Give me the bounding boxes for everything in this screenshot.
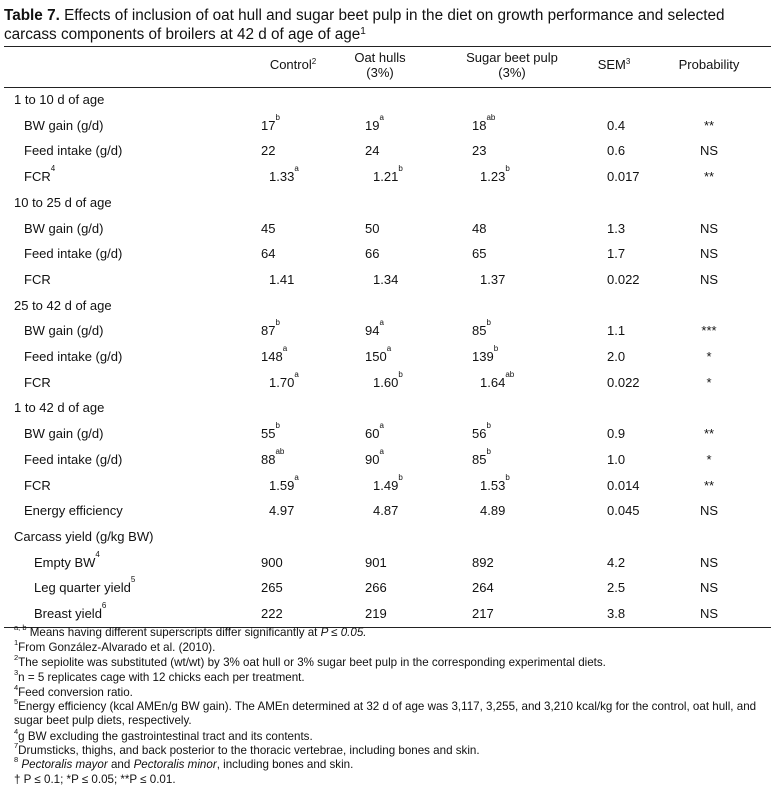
cell-control: 45 [261,220,276,236]
cell-probability: NS [699,220,719,236]
row-label: FCR [24,374,51,390]
section-row [0,528,775,546]
cell-oat-hulls: 19$^a$ [365,112,384,133]
footnote-1: $^1$From González-Alvarado et al. (2010). [14,638,216,654]
cell-probability: NS [699,554,719,570]
row-label: BW gain (g/d) [24,323,104,339]
row-label: BW gain (g/d) [24,220,104,236]
cell-sem: 0.6 [607,143,626,159]
section-row [0,91,775,109]
cell-oat-hulls: 60$^a$ [365,421,384,442]
header-sugar-beet-pulp: Sugar beet pulp (3%) [466,50,558,80]
table-row [0,369,775,392]
table-caption: Effects of inclusion of oat hull and sugar beet pulp in the diet on growth performance and selected carcass components of broilers at 42 d of age of age [4,7,725,43]
cell-oat-hulls: 219 [365,606,387,621]
cell-oat-hulls: 901 [365,554,387,570]
table-title [4,6,774,44]
row-label: Empty $BW^4$ [34,549,100,570]
cell-sugar-beet-pulp: 1.64$^{ab}$ [480,369,515,390]
cell-sugar-beet-pulp: 85$^b$ [472,318,491,339]
cell-sem: 1.3 [607,220,626,236]
cell-probability: NS [699,580,719,596]
cell-sem: 1.7 [607,246,626,262]
cell-sem: 3.8 [607,606,626,621]
cell-probability: ** [703,169,715,185]
cell-oat-hulls: 4.87 [373,503,399,519]
table-row [0,446,775,469]
cell-probability: * [706,349,712,364]
cell-control: 4.97 [269,503,295,519]
footnote-7: $^7$Drumsticks, thighs, and back posterior to the thoracic vertebrae, including bones and skin. [14,741,480,757]
footnote-5: $^5$Energy efficiency (kcal AMEn/g BW gain). The AMEn determined at 32 d of age was 3,117, 3,255, and 3,210 kcal/kg for the control, oat hull, and sugar beet pulp diets, respectively. [14,697,757,727]
cell-sugar-beet-pulp: 217 [472,606,494,621]
cell-control: 1.33$^a$ [269,164,299,185]
table-row [0,575,775,597]
cell-sem: 1.0 [607,451,626,467]
cell-oat-hulls: 1.34 [373,271,399,287]
footnote-3: $^3$n = 5 replicates cage with 12 chicks each per treatment. [14,668,305,684]
cell-control: 265 [261,580,283,596]
cell-sem: 0.017 [607,169,640,185]
title-footnote-mark: 1 [360,26,366,37]
section-label: 25 to 42 d of age [14,297,112,313]
table-row [0,112,775,135]
table-row [0,344,775,366]
section-row [0,399,775,417]
section-row [0,194,775,212]
cell-sugar-beet-pulp: 1.53$^b$ [480,472,510,493]
header-control: Control$^2$ [269,57,317,72]
top-rule [4,46,771,47]
cell-sugar-beet-pulp: 892 [472,554,494,570]
table-row [0,164,775,186]
header-oat-hulls: Oat hulls (3%) [354,50,406,80]
cell-control: 64 [261,246,276,262]
cell-sem: 1.1 [607,323,626,339]
cell-oat-hulls: 1.49$^b$ [373,472,403,493]
cell-control: 900 [261,554,283,570]
table-row [0,142,775,160]
row-label: Breast yield$^6$ [34,601,107,621]
cell-sem: 0.022 [607,271,640,287]
cell-sugar-beet-pulp: 1.37 [480,271,506,287]
section-label: 1 to 42 d of age [14,400,105,416]
cell-control: 1.70$^a$ [269,369,299,390]
header-sem: SEM$^3$ [597,57,631,72]
section-label: Carcass yield (g/kg BW) [14,528,154,544]
cell-control: 1.59$^a$ [269,472,299,493]
table-label: Table 7. [4,7,60,24]
cell-sem: 2.0 [607,349,626,364]
cell-oat-hulls: 266 [365,580,387,596]
cell-sugar-beet-pulp: 139$^b$ [472,344,499,364]
cell-sugar-beet-pulp: 23 [472,143,487,159]
row-label: FCR [24,477,51,493]
cell-probability: ** [703,117,715,133]
row-label: Feed intake (g/d) [24,143,123,159]
cell-probability: ** [703,426,715,442]
row-label: Feed intake (g/d) [24,246,123,262]
row-label: Feed intake (g/d) [24,349,123,364]
cell-oat-hulls: 66 [365,246,380,262]
cell-oat-hulls: 90$^a$ [365,446,384,467]
cell-control: 1.41 [269,271,295,287]
table-row [0,502,775,520]
header-rule [4,87,771,88]
footnote-2: $^2$The sepiolite was substituted (wt/wt) by 3% oat hull or 3% sugar beet pulp in the corresponding experimental diets. [14,653,606,669]
footnote-8: $^8$ Pectoralis mayor and Pectoralis minor, including bones and skin. [14,755,354,771]
cell-control: $88^{ab}$ [261,446,285,467]
cell-probability: * [706,451,712,467]
row-label: Energy efficiency [24,503,123,519]
cell-oat-hulls: 24 [365,143,380,159]
table-row [0,220,775,238]
cell-sem: 2.5 [607,580,626,596]
cell-control: 17$^b$ [261,112,280,133]
cell-control: 87$^b$ [261,318,280,339]
cell-control: 222 [261,606,283,621]
cell-probability: ** [703,477,715,493]
cell-sem: 4.2 [607,554,626,570]
header-probability: Probability [678,57,740,72]
cell-control: 148$^a$ [261,344,288,364]
cell-sugar-beet-pulp: 4.89 [480,503,506,519]
cell-control: 55$^b$ [261,421,280,442]
section-row [0,297,775,315]
row-label: BW gain (g/d) [24,117,104,133]
footnote-6: $^4$g BW excluding the gastrointestinal tract and its contents. [14,727,313,743]
table-row [0,271,775,289]
cell-probability: NS [699,143,719,159]
row-label: Leg quarter yield$^5$ [34,575,136,596]
cell-sem: 0.022 [607,374,640,390]
cell-sugar-beet-pulp: 85$^b$ [472,446,491,467]
section-label: 10 to 25 d of age [14,194,112,210]
table-row [0,549,775,572]
cell-sem: 0.9 [607,426,626,442]
cell-oat-hulls: 50 [365,220,380,236]
section-label: 1 to 10 d of age [14,92,105,107]
cell-oat-hulls: 1.21$^b$ [373,164,403,185]
cell-probability: * [706,374,712,390]
cell-sugar-beet-pulp: 264 [472,580,494,596]
cell-oat-hulls: 94$^a$ [365,318,384,339]
row-label: FCR [24,271,51,287]
cell-oat-hulls: 1.60$^b$ [373,369,403,390]
row-label: BW gain (g/d) [24,426,104,442]
table-row [0,472,775,495]
cell-probability: NS [699,271,719,287]
cell-probability: NS [699,503,719,519]
row-label: FCR$^4$ [24,164,56,185]
table-row [0,421,775,443]
cell-control: 22 [261,143,276,159]
cell-sugar-beet-pulp: 48 [472,220,487,236]
cell-sugar-beet-pulp: 1.23$^b$ [480,164,510,185]
footnote-ab: $^{a, b}$ Means having different superscripts differ significantly at P ≤ 0.05. [14,623,367,639]
table-row [0,601,775,623]
cell-sem: 0.4 [607,117,626,133]
cell-probability: *** [701,323,717,339]
cell-sugar-beet-pulp: 65 [472,246,487,262]
cell-oat-hulls: 150$^a$ [365,344,392,364]
table-row [0,245,775,263]
row-label: Feed intake (g/d) [24,451,123,467]
footnote-significance: † P ≤ 0.1; *P ≤ 0.05; **P ≤ 0.01. [14,773,176,786]
footnote-4: $^4$Feed conversion ratio. [14,683,133,699]
cell-sugar-beet-pulp: 56$^b$ [472,421,491,442]
table-row [0,318,775,340]
cell-sugar-beet-pulp: $18^{ab}$ [472,112,496,133]
cell-probability: NS [699,246,719,262]
cell-sem: 0.014 [607,477,640,493]
cell-sem: 0.045 [607,503,640,519]
cell-probability: NS [699,606,719,621]
